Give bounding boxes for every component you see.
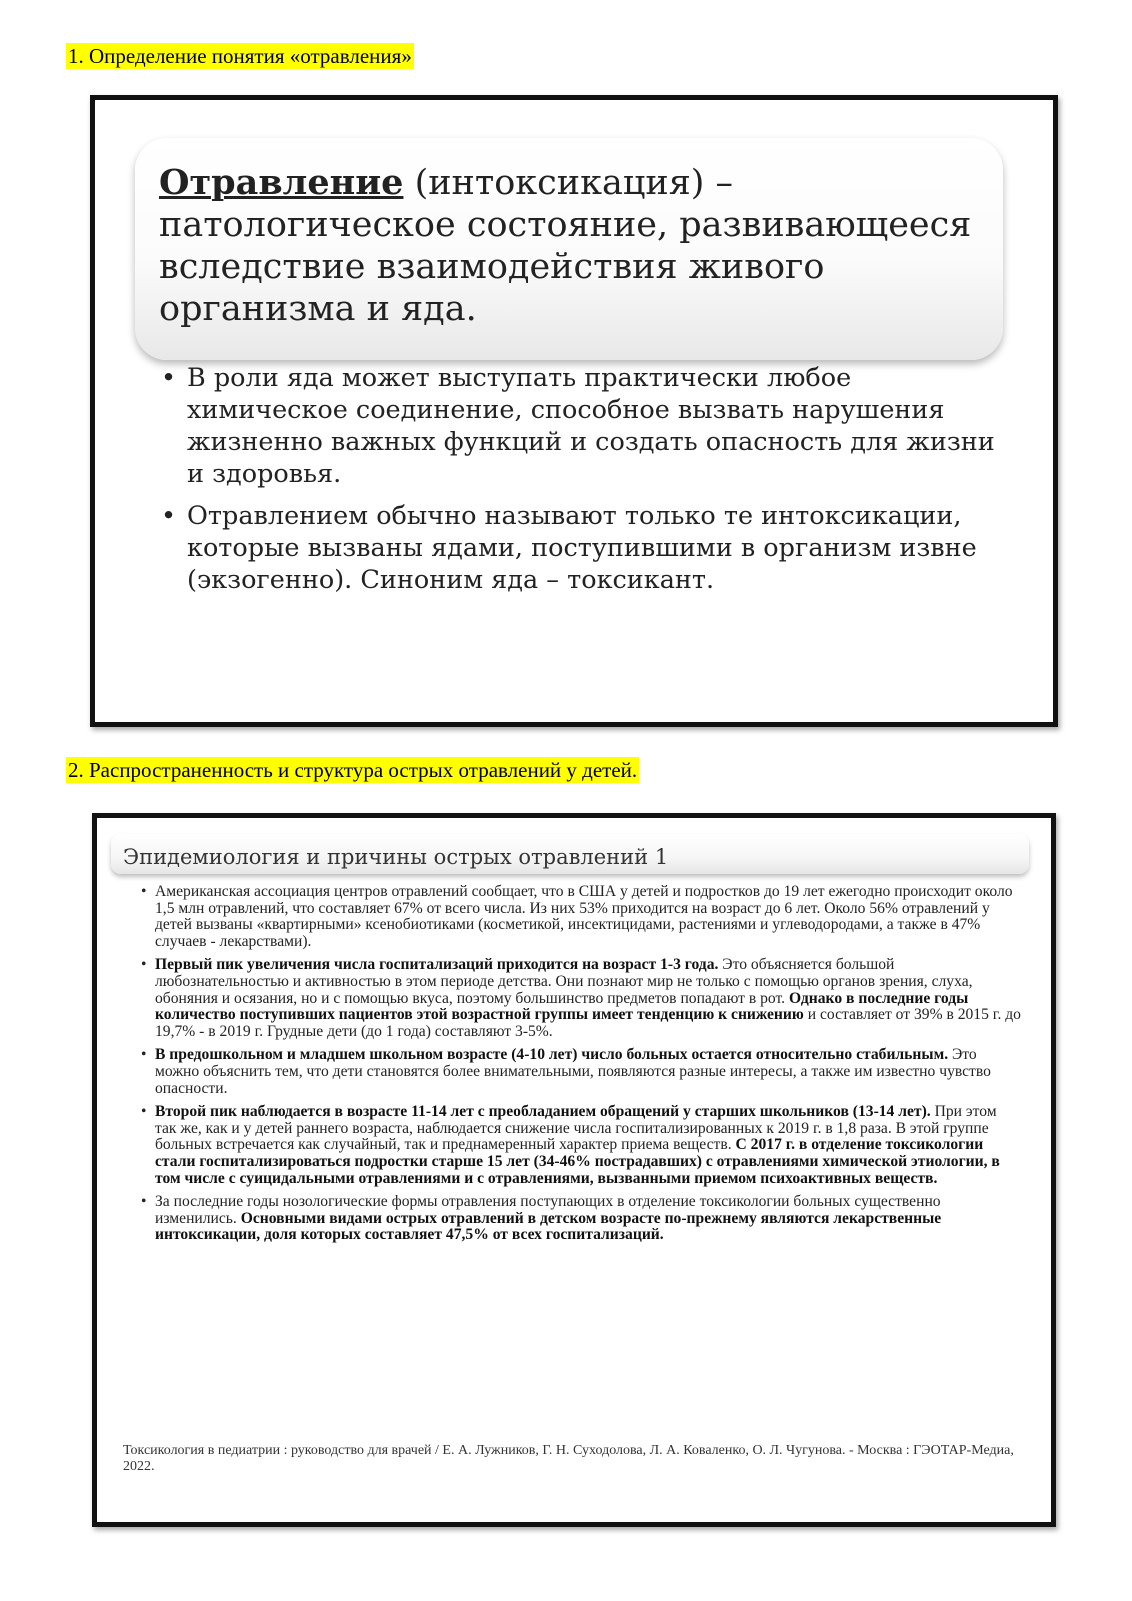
- list-item: • Отравлением обычно называют только те интоксикации, которые вызваны ядами, поступившими в организм извне (экзогенно). Синоним яда – токсикант.: [155, 500, 1015, 596]
- bullet-text: и составляет от 39% в 2015 г. до 19,7% - в 2019 г. Грудные дети (до 1 года) составляют 3-5%.: [155, 1006, 1021, 1040]
- bullet-bold: В предошкольном и младшем школьном возрасте (4-10 лет) число больных остается относительно стабильным.: [155, 1046, 949, 1064]
- bullet-text: Американская ассоциация центров отравлений сообщает, что в США у детей и подростков до 19 лет ежегодно происходит около 1,5 млн отравлений, что составляет 67% от всего числа. Из них 53% приходится на возраст до 6 лет. Около 56% отравлений у детей вызваны «квартирными» ксенобиотиками (косметикой, инсектицидами, растениями и углеводородами, а также в 47% случаев - лекарствами).: [155, 883, 1013, 950]
- slide-title: Эпидемиология и причины острых отравлений 1: [123, 845, 669, 869]
- source-citation: Токсикология в педиатрии : руководство для врачей / Е. А. Лужников, Г. Н. Суходолова, Л. А. Коваленко, О. Л. Чугунова. - Москва : ГЭОТАР-Медиа, 2022.: [123, 1443, 1014, 1474]
- definition-title: [159, 162, 979, 330]
- bullet-bold: Основными видами острых отравлений в детском возрасте по-прежнему являются лекарственные интоксикации, доля которых составляет 47,5% от всех госпитализаций.: [155, 1209, 942, 1244]
- definition-text: (интоксикация) – патологическое состояние, развивающееся вследствие взаимодействия живого организма и яда.: [159, 163, 972, 329]
- definition-term: Отравление: [159, 162, 404, 203]
- bullet-bold: С 2017 г. в отделение токсикологии стали госпитализироваться подростки старше 15 лет (34-46% пострадавших) с отравлениями химической этиологии, в том числе с суицидальными отравлениями и с отравлениями, вызванными приемом психоактивных веществ.: [155, 1136, 1000, 1187]
- bullet-bold: Первый пик увеличения числа госпитализаций приходится на возраст 1-3 года.: [155, 956, 719, 974]
- list-item: • В роли яда может выступать практически любое химическое соединение, способное вызвать нарушения жизненно важных функций и создать опасность для жизни и здоровья.: [155, 362, 1015, 490]
- bullet-text: Это можно объяснить тем, что дети становятся более внимательными, появляются разные интересы, а также им известно чувство опасности.: [155, 1046, 991, 1097]
- definition-bullets: [155, 362, 1015, 606]
- list-item: [141, 1194, 1021, 1244]
- epidemiology-bullets: [141, 884, 1021, 1251]
- bullet-text: За последние годы нозологические формы отравления поступающих в отделение токсикологии больных существенно изменились.: [155, 1193, 941, 1227]
- list-item: [141, 957, 1021, 1040]
- epidemiology-slide: [92, 813, 1056, 1527]
- bullet-bold: Второй пик наблюдается в возрасте 11-14 лет с преобладанием обращений у старших школьников (13-14 лет).: [155, 1103, 931, 1121]
- bullet-text: При этом так же, как и у детей раннего возраста, наблюдается снижение числа госпитализированных к 2019 г. в 1,8 раза. В этой группе больных встречается как случайный, так и преднамеренный характер приема веществ.: [155, 1103, 997, 1154]
- definition-slide: [90, 95, 1058, 727]
- section-1-heading: 1. Определение понятия «отравления»: [68, 44, 412, 68]
- list-item: [141, 1104, 1021, 1187]
- section-2-heading: 2. Распространенность и структура острых отравлений у детей.: [68, 758, 638, 782]
- bullet-text: Это объясняется большой любознательностью и активностью в этом периоде детства. Они познают мир не только с помощью органов зрения, слуха, обоняния и осязания, но и с помощью вкуса, поэтому большинство предметов попадают в рот.: [155, 956, 973, 1007]
- list-item: [141, 884, 1021, 950]
- bullet-bold: Однако в последние годы количество поступивших пациентов этой возрастной группы имеет тенденцию к снижению: [155, 989, 969, 1024]
- list-item: [141, 1047, 1021, 1097]
